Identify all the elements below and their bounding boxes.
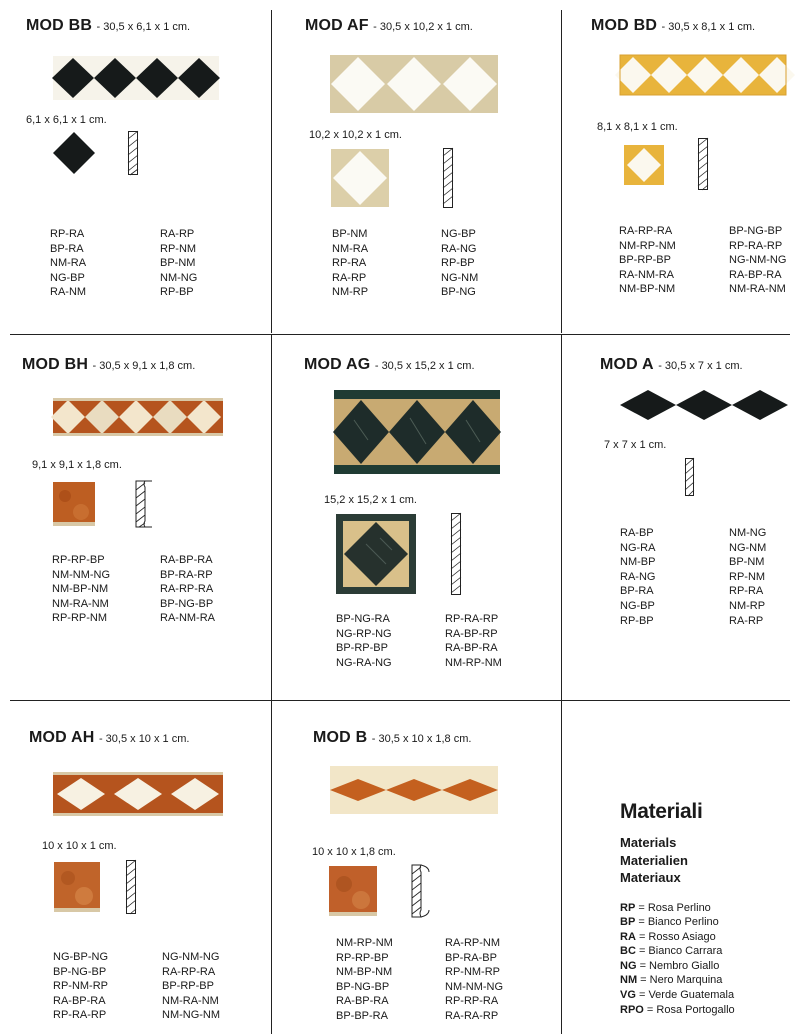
model-dims: - 30,5 x 7 x 1 cm. <box>658 360 743 372</box>
code-item: RA-NG <box>620 570 656 583</box>
model-name: MOD BD <box>591 17 658 34</box>
grid-line-vertical <box>271 700 272 1034</box>
code-item: RA-BP-RA <box>160 554 213 566</box>
profile-section-icon <box>443 148 453 208</box>
tile-dims: 8,1 x 8,1 x 1 cm. <box>597 121 678 133</box>
material-name: = Bianco Perlino <box>638 916 719 929</box>
code-item: NM-RP-NM <box>336 937 393 949</box>
border-strip-image <box>334 390 500 474</box>
code-item: BP-RA-RP <box>160 568 213 581</box>
code-item: NG-RA <box>620 541 656 554</box>
codes-right <box>160 227 197 300</box>
tile-image <box>331 149 389 207</box>
model-title <box>22 356 195 374</box>
model-title <box>304 356 475 374</box>
code-item: RP-RA <box>332 257 367 270</box>
material-code: BP <box>620 916 636 929</box>
materials-subtitle: Materialien <box>620 852 688 868</box>
code-item: NM-BP-NM <box>619 283 676 296</box>
model-dims: - 30,5 x 8,1 x 1 cm. <box>661 21 756 33</box>
code-item: RP-RA <box>729 585 764 598</box>
material-code: RP <box>620 901 636 914</box>
code-item: RA-NM-RA <box>160 612 215 625</box>
codes-left <box>620 526 655 628</box>
code-item: RP-RA-RP <box>53 1009 107 1022</box>
codes-left <box>332 227 368 300</box>
code-item: BP-NG-BP <box>53 965 107 978</box>
codes-right <box>162 950 220 1023</box>
materials-subtitle: Materiaux <box>620 870 681 885</box>
code-item: RA-RP-RA <box>162 965 216 978</box>
code-item: NG-NM <box>441 271 479 284</box>
border-strip-image <box>53 56 219 100</box>
code-item: BP-NG-BP <box>160 597 214 610</box>
model-title <box>600 356 743 374</box>
code-item: RA-NM <box>50 286 87 299</box>
code-item: NM-RA-NM <box>729 283 786 296</box>
border-strip-image <box>620 389 788 421</box>
codes-right <box>729 526 766 628</box>
code-item: RA-NM-RA <box>619 268 674 281</box>
codes-left <box>52 553 110 626</box>
model-name: MOD BH <box>22 356 89 373</box>
model-dims: - 30,5 x 10,2 x 1 cm. <box>373 21 473 33</box>
tile-image <box>54 862 100 912</box>
code-item: BP-RA <box>50 242 84 255</box>
model-name: MOD A <box>600 356 654 373</box>
material-code: NM <box>620 974 638 987</box>
profile-section-icon <box>698 138 708 190</box>
border-strip-image <box>620 55 786 95</box>
code-item: NG-BP <box>441 228 476 240</box>
code-item: RA-BP-RA <box>729 268 782 281</box>
code-item: NM-RA <box>50 257 87 270</box>
model-name: MOD AG <box>304 356 371 373</box>
code-item: BP-RP-BP <box>619 254 671 267</box>
code-item: RP-RP-NM <box>52 612 107 625</box>
code-item: NM-RA <box>332 242 369 255</box>
codes-left <box>53 950 108 1023</box>
model-dims: - 30,5 x 10 x 1 cm. <box>98 733 190 745</box>
code-item: NM-BP-NM <box>52 583 109 596</box>
material-item <box>620 901 735 916</box>
codes-right <box>445 936 503 1024</box>
material-item <box>620 930 735 945</box>
material-code: BC <box>620 945 636 958</box>
code-item: NM-RP-NM <box>445 656 502 669</box>
code-item: RA-RP <box>160 228 195 240</box>
material-item <box>620 988 735 1003</box>
code-item: RP-BP <box>620 614 654 627</box>
model-title <box>313 729 471 747</box>
model-title <box>29 729 189 747</box>
code-item: NM-NG <box>160 271 198 284</box>
code-item: BP-NG-RA <box>336 613 390 625</box>
code-item: RP-BP <box>441 257 475 270</box>
code-item: NG-NM-NG <box>162 951 220 963</box>
code-item: RA-BP <box>620 527 654 539</box>
codes-right <box>445 612 502 670</box>
code-item: NG-RA-NG <box>336 656 392 669</box>
model-name: MOD AF <box>305 17 369 34</box>
border-strip-image <box>53 398 223 436</box>
grid-line-vertical <box>561 10 562 333</box>
code-item: BP-NG <box>441 286 476 299</box>
model-name: MOD B <box>313 729 368 746</box>
material-code: VG <box>620 989 636 1002</box>
material-item <box>620 944 735 959</box>
code-item: RP-RP-BP <box>336 951 389 964</box>
tile-image <box>53 482 95 526</box>
code-item: NM-NG <box>729 527 767 539</box>
tile-image <box>336 514 416 594</box>
material-name: = Nero Marquina <box>640 974 723 987</box>
tile-image <box>624 145 664 185</box>
material-name: = Rosa Portogallo <box>646 1003 735 1016</box>
tile-dims: 10 x 10 x 1,8 cm. <box>312 846 396 858</box>
material-item <box>620 1003 735 1018</box>
code-item: RP-RA-RP <box>729 239 783 252</box>
code-item: NM-BP <box>620 556 656 569</box>
code-item: NM-RA-NM <box>162 994 219 1007</box>
code-item: RP-RP-BP <box>52 554 105 566</box>
tile-dims: 10,2 x 10,2 x 1 cm. <box>309 129 402 141</box>
code-item: NG-RP-NG <box>336 627 392 640</box>
code-item: RA-RA-RP <box>445 1009 499 1022</box>
grid-line-vertical <box>271 334 272 700</box>
material-item <box>620 959 735 974</box>
code-item: RA-BP-RP <box>445 627 498 640</box>
code-item: RP-RP-RA <box>445 995 499 1008</box>
tile-dims: 10 x 10 x 1 cm. <box>42 840 117 852</box>
code-item: NG-NM-NG <box>729 254 787 267</box>
code-item: NG-BP <box>50 271 85 284</box>
codes-left <box>619 224 676 297</box>
code-item: RA-NG <box>441 242 477 255</box>
material-name: = Rosso Asiago <box>638 930 716 943</box>
model-title <box>305 17 473 35</box>
grid-line-vertical <box>271 10 272 333</box>
code-item: RP-BP <box>160 286 194 299</box>
border-strip-image <box>330 55 498 113</box>
code-item: BP-NM <box>729 556 765 569</box>
codes-left <box>336 612 392 670</box>
profile-section-icon <box>685 458 694 496</box>
profile-section-icon <box>411 864 431 918</box>
model-title <box>591 17 755 35</box>
code-item: NM-RP <box>332 286 369 299</box>
model-name: MOD AH <box>29 729 95 746</box>
tile-image <box>329 866 377 916</box>
grid-line-vertical <box>561 334 562 700</box>
border-strip-image <box>330 766 498 814</box>
code-item: RA-RP-RA <box>160 583 214 596</box>
materials-list <box>620 901 735 1018</box>
grid-line-vertical <box>561 700 562 1034</box>
tile-dims: 15,2 x 15,2 x 1 cm. <box>324 494 417 506</box>
code-item: RA-BP-RA <box>53 994 106 1007</box>
code-item: NM-RA-NM <box>52 597 109 610</box>
grid-line-horizontal <box>10 700 790 701</box>
code-item: NG-BP-NG <box>53 951 108 963</box>
material-code: NG <box>620 959 637 972</box>
code-item: RP-RA-RP <box>445 613 499 625</box>
code-item: RA-RP <box>332 271 367 284</box>
materials-subtitle: Materials <box>620 835 677 850</box>
codes-left <box>50 227 86 300</box>
code-item: RP-NM-RP <box>53 980 108 993</box>
material-name: = Bianco Carrara <box>638 945 723 958</box>
material-code: RA <box>620 930 636 943</box>
code-item: NM-RP <box>729 599 766 612</box>
code-item: BP-NG-BP <box>729 225 783 237</box>
code-item: RA-RP <box>729 614 764 627</box>
code-item: RP-NM-RP <box>445 966 500 979</box>
materials-title: Materiali <box>620 800 703 823</box>
materials-legend <box>620 800 735 1017</box>
tile-dims: 9,1 x 9,1 x 1,8 cm. <box>32 459 122 471</box>
profile-section-icon <box>126 860 136 914</box>
model-dims: - 30,5 x 9,1 x 1,8 cm. <box>92 360 196 372</box>
code-item: BP-RA <box>620 585 654 598</box>
grid-line-horizontal <box>10 334 790 335</box>
code-item: NG-BP <box>620 599 655 612</box>
code-item: BP-NG-BP <box>336 980 390 993</box>
code-item: NM-RP-NM <box>619 239 676 252</box>
model-dims: - 30,5 x 10 x 1,8 cm. <box>371 733 472 745</box>
code-item: RP-RA <box>50 228 85 240</box>
codes-left <box>336 936 393 1024</box>
model-title <box>26 17 190 35</box>
code-item: RP-NM <box>160 242 197 255</box>
code-item: BP-RP-BP <box>336 642 388 655</box>
code-item: BP-BP-RA <box>336 1009 388 1022</box>
code-item: BP-NM <box>160 257 196 270</box>
code-item: RP-NM <box>729 570 766 583</box>
material-name: = Nembro Giallo <box>639 959 720 972</box>
model-dims: - 30,5 x 15,2 x 1 cm. <box>374 360 475 372</box>
codes-right <box>729 224 786 297</box>
code-item: RA-BP-RA <box>445 642 498 655</box>
code-item: RA-BP-RA <box>336 995 389 1008</box>
model-name: MOD BB <box>26 17 93 34</box>
tile-dims: 7 x 7 x 1 cm. <box>604 439 667 451</box>
material-item <box>620 915 735 930</box>
code-item: RA-RP-NM <box>445 937 500 949</box>
code-item: NM-NG-NM <box>162 1009 221 1022</box>
code-item: BP-NM <box>332 228 368 240</box>
codes-right <box>441 227 478 300</box>
codes-right <box>160 553 215 626</box>
tile-image <box>53 132 95 174</box>
border-strip-image <box>53 772 223 816</box>
material-code: RPO <box>620 1003 644 1016</box>
profile-section-icon <box>135 480 153 528</box>
tile-dims: 6,1 x 6,1 x 1 cm. <box>26 114 107 126</box>
material-item <box>620 973 735 988</box>
material-name: = Verde Guatemala <box>638 989 735 1002</box>
model-dims: - 30,5 x 6,1 x 1 cm. <box>96 21 191 33</box>
code-item: NG-NM <box>729 541 767 554</box>
code-item: RA-RP-RA <box>619 225 673 237</box>
profile-section-icon <box>451 513 461 595</box>
code-item: BP-RP-BP <box>162 980 214 993</box>
code-item: NM-BP-NM <box>336 966 393 979</box>
code-item: BP-RA-BP <box>445 951 497 964</box>
profile-section-icon <box>128 131 138 175</box>
material-name: = Rosa Perlino <box>638 901 711 914</box>
code-item: NM-NM-NG <box>445 980 504 993</box>
code-item: NM-NM-NG <box>52 568 111 581</box>
